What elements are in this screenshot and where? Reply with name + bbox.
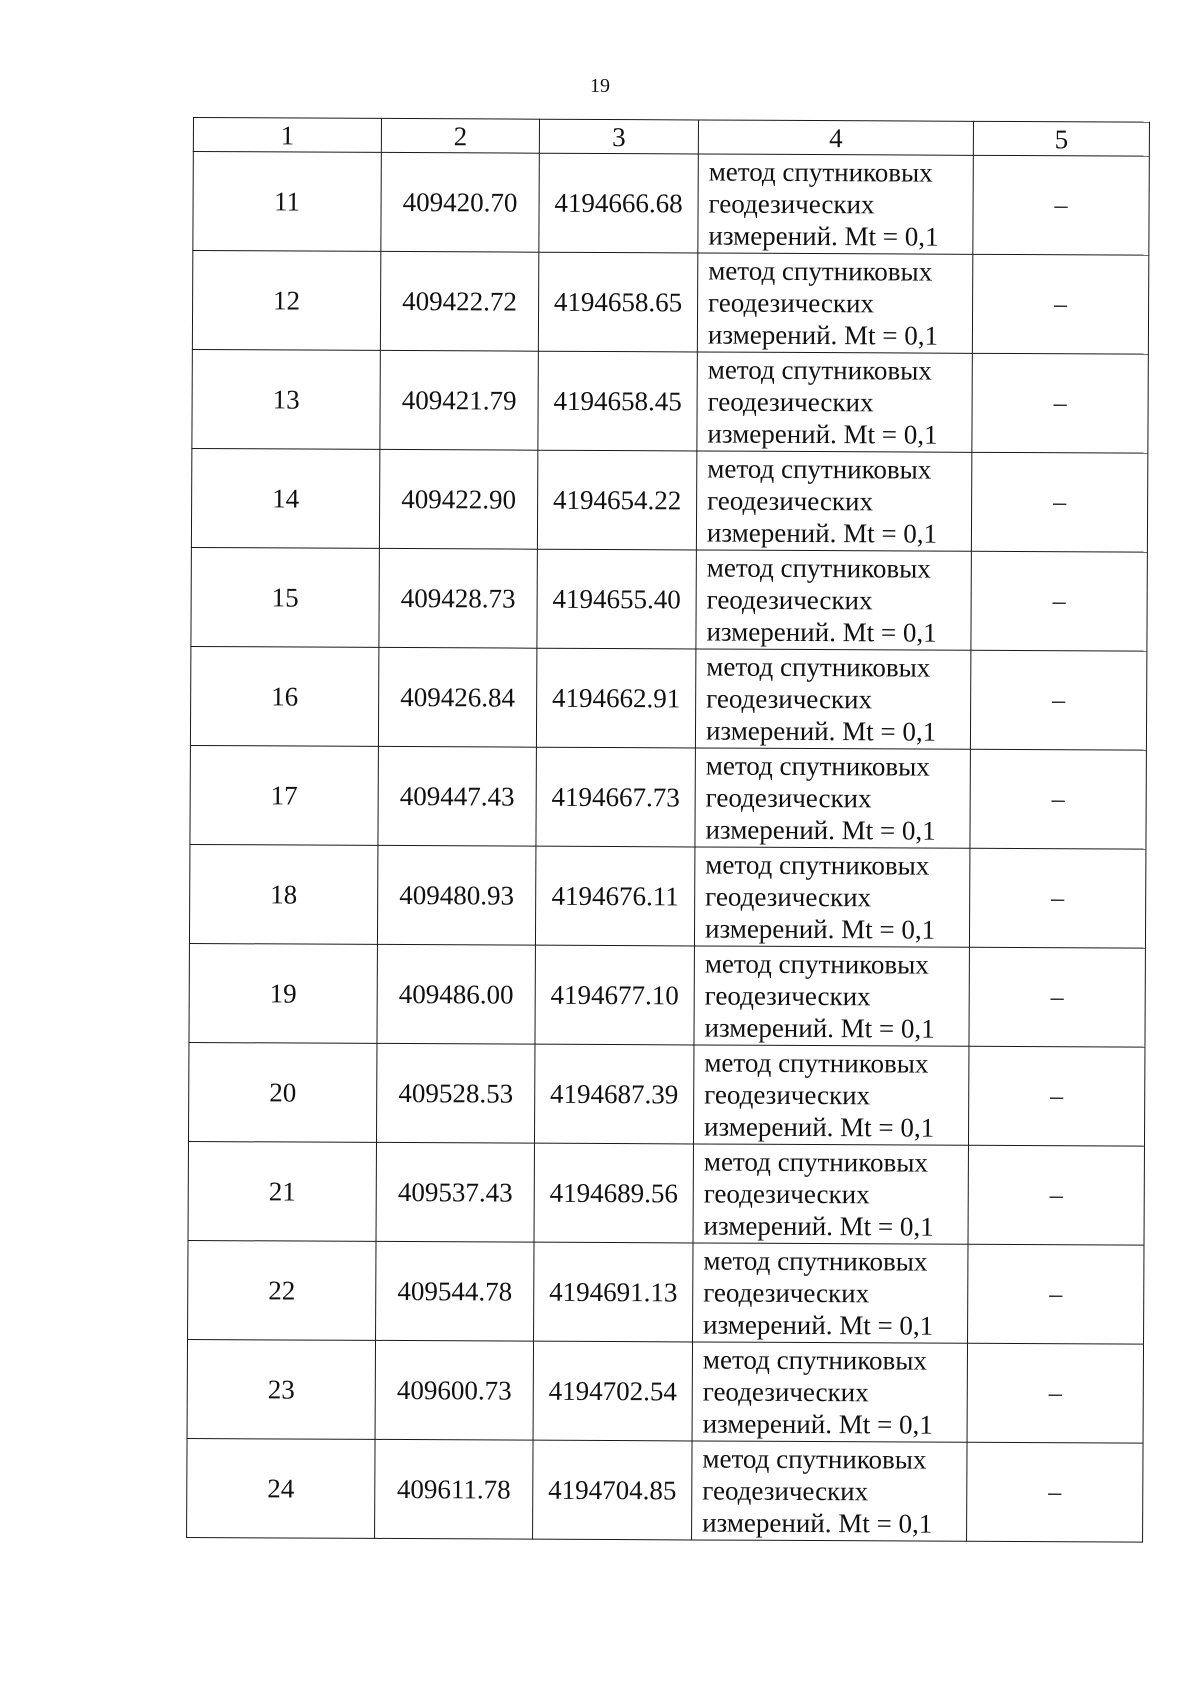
y-coordinate-cell: 4194667.73: [536, 747, 695, 847]
x-coordinate-cell: 409537.43: [376, 1142, 534, 1242]
coordinates-table-container: [186, 117, 1149, 1543]
table-row: [191, 547, 1147, 651]
page-number: 19: [590, 75, 610, 97]
header-col-1: 1: [193, 118, 381, 153]
method-text-line: метод спутниковых: [703, 1245, 928, 1277]
point-number-cell: 20: [188, 1042, 376, 1142]
table-row: [189, 844, 1145, 948]
y-coordinate-cell: 4194689.56: [534, 1143, 693, 1243]
method-text-line: геодезических: [708, 287, 875, 319]
method-cell: [695, 649, 970, 749]
column-5-cell: –: [973, 155, 1149, 255]
point-number-cell: 16: [190, 646, 378, 746]
method-text-line: геодезических: [706, 584, 873, 616]
method-cell: [696, 550, 971, 650]
method-text-line: метод спутниковых: [702, 1344, 928, 1376]
column-5-cell: –: [971, 452, 1147, 552]
method-cell: [694, 946, 969, 1046]
method-text-line: геодезических: [707, 485, 874, 517]
point-number-cell: 17: [190, 745, 378, 845]
y-coordinate-cell: 4194654.22: [537, 450, 696, 550]
table-row: [188, 1240, 1144, 1344]
column-5-cell: –: [970, 749, 1146, 849]
method-text-line: метод спутниковых: [708, 156, 933, 188]
header-col-5: 5: [973, 121, 1149, 156]
table-row: [193, 152, 1149, 256]
method-text-line: геодезических: [704, 980, 871, 1012]
method-text-line: измерений. Mt = 0,1: [705, 715, 937, 747]
method-text-line: измерений. Mt = 0,1: [702, 1507, 933, 1539]
column-5-cell: –: [968, 1145, 1144, 1245]
method-text-line: метод спутниковых: [704, 1047, 929, 1079]
x-coordinate-cell: 409421.79: [380, 350, 538, 450]
y-coordinate-cell: 4194662.91: [536, 648, 695, 748]
column-5-cell: –: [968, 1244, 1144, 1344]
table-row: [188, 1042, 1144, 1146]
column-5-cell: –: [968, 1046, 1144, 1146]
method-text-line: метод спутниковых: [707, 354, 932, 386]
table-row: [189, 943, 1145, 1047]
x-coordinate-cell: 409428.73: [379, 548, 537, 648]
table-row: [190, 745, 1146, 849]
table-body: [187, 152, 1150, 1543]
x-coordinate-cell: 409447.43: [378, 746, 536, 846]
method-text-line: геодезических: [708, 188, 875, 220]
method-text-line: метод спутниковых: [708, 255, 933, 287]
x-coordinate-cell: 409420.70: [381, 152, 539, 252]
point-number-cell: 11: [193, 152, 381, 252]
method-text-line: геодезических: [705, 881, 872, 913]
method-text-line: измерений. Mt = 0,1: [703, 1210, 934, 1242]
column-5-cell: –: [969, 947, 1145, 1047]
table-row: [188, 1141, 1144, 1245]
method-text-line: метод спутниковых: [706, 552, 931, 584]
x-coordinate-cell: 409611.78: [375, 1439, 533, 1539]
table-row: [192, 349, 1148, 453]
method-cell: [693, 1144, 968, 1244]
method-text-line: измерений. Mt = 0,1: [707, 418, 938, 450]
method-text-line: метод спутниковых: [706, 651, 931, 683]
method-cell: [693, 1045, 968, 1145]
y-coordinate-cell: 4194655.40: [537, 549, 696, 649]
y-coordinate-cell: 4194666.68: [539, 153, 698, 253]
x-coordinate-cell: 409426.84: [378, 647, 536, 747]
column-5-cell: –: [967, 1343, 1143, 1443]
method-cell: [698, 154, 973, 254]
table-header: [193, 118, 1149, 157]
method-text-line: геодезических: [707, 386, 874, 418]
method-text-line: метод спутниковых: [704, 948, 929, 980]
header-col-4: 4: [698, 120, 973, 155]
point-number-cell: 15: [191, 547, 379, 647]
y-coordinate-cell: 4194677.10: [535, 945, 694, 1045]
method-text-line: метод спутниковых: [705, 750, 930, 782]
point-number-cell: 19: [189, 943, 377, 1043]
method-cell: [693, 1243, 968, 1343]
method-text-line: измерений. Mt = 0,1: [707, 319, 939, 351]
x-coordinate-cell: 409544.78: [376, 1241, 534, 1341]
method-text-line: измерений. Mt = 0,1: [703, 1309, 934, 1341]
method-text-line: геодезических: [703, 1178, 870, 1210]
y-coordinate-cell: 4194676.11: [535, 846, 694, 946]
method-text-line: измерений. Mt = 0,1: [705, 814, 936, 846]
y-coordinate-cell: 4194702.54: [533, 1341, 692, 1441]
x-coordinate-cell: 409528.53: [376, 1043, 534, 1143]
method-cell: [692, 1441, 967, 1541]
table-row: [190, 646, 1146, 750]
column-5-cell: –: [969, 848, 1145, 948]
table-row: [187, 1438, 1143, 1542]
method-text-line: геодезических: [703, 1277, 870, 1309]
point-number-cell: 23: [187, 1339, 375, 1439]
x-coordinate-cell: 409486.00: [377, 944, 535, 1044]
coordinates-table: [186, 117, 1150, 1543]
method-text-line: геодезических: [706, 683, 873, 715]
method-cell: [697, 253, 972, 353]
point-number-cell: 18: [189, 844, 377, 944]
column-5-cell: –: [967, 1442, 1143, 1542]
method-text-line: измерений. Mt = 0,1: [704, 913, 936, 945]
method-text-line: измерений. Mt = 0,1: [706, 517, 938, 549]
method-text-line: геодезических: [702, 1376, 869, 1408]
column-5-cell: –: [972, 353, 1148, 453]
method-text-line: метод спутниковых: [705, 849, 930, 881]
method-text-line: измерений. Mt = 0,1: [704, 1012, 935, 1044]
method-cell: [697, 352, 972, 452]
method-text-line: геодезических: [705, 782, 872, 814]
x-coordinate-cell: 409422.72: [380, 251, 538, 351]
x-coordinate-cell: 409600.73: [375, 1340, 533, 1440]
table-row: [191, 448, 1147, 552]
method-text-line: геодезических: [704, 1079, 871, 1111]
method-text-line: метод спутниковых: [703, 1146, 928, 1178]
method-cell: [696, 451, 971, 551]
method-cell: [692, 1342, 967, 1442]
point-number-cell: 14: [191, 448, 379, 548]
x-coordinate-cell: 409422.90: [379, 449, 537, 549]
y-coordinate-cell: 4194658.45: [538, 351, 697, 451]
table-row: [192, 251, 1148, 355]
header-col-2: 2: [381, 118, 539, 153]
method-text-line: измерений. Mt = 0,1: [706, 616, 937, 648]
method-text-line: измерений. Mt = 0,1: [708, 220, 939, 252]
column-5-cell: –: [970, 650, 1146, 750]
method-cell: [695, 748, 970, 848]
column-5-cell: –: [971, 551, 1147, 651]
point-number-cell: 21: [188, 1141, 376, 1241]
point-number-cell: 22: [188, 1240, 376, 1340]
table-row: [187, 1339, 1143, 1443]
method-cell: [694, 847, 969, 947]
y-coordinate-cell: 4194658.65: [538, 252, 697, 352]
column-5-cell: –: [972, 254, 1148, 354]
method-text-line: метод спутниковых: [702, 1443, 927, 1475]
method-text-line: измерений. Mt = 0,1: [703, 1111, 935, 1143]
header-row: [193, 118, 1149, 157]
y-coordinate-cell: 4194687.39: [534, 1044, 693, 1144]
y-coordinate-cell: 4194691.13: [534, 1242, 693, 1342]
header-col-3: 3: [539, 119, 698, 154]
method-text-line: измерений. Mt = 0,1: [702, 1408, 933, 1440]
point-number-cell: 13: [192, 349, 380, 449]
point-number-cell: 12: [192, 251, 380, 351]
method-text-line: геодезических: [702, 1475, 869, 1507]
x-coordinate-cell: 409480.93: [377, 845, 535, 945]
point-number-cell: 24: [187, 1438, 375, 1538]
method-text-line: метод спутниковых: [707, 453, 932, 485]
y-coordinate-cell: 4194704.85: [533, 1440, 692, 1540]
